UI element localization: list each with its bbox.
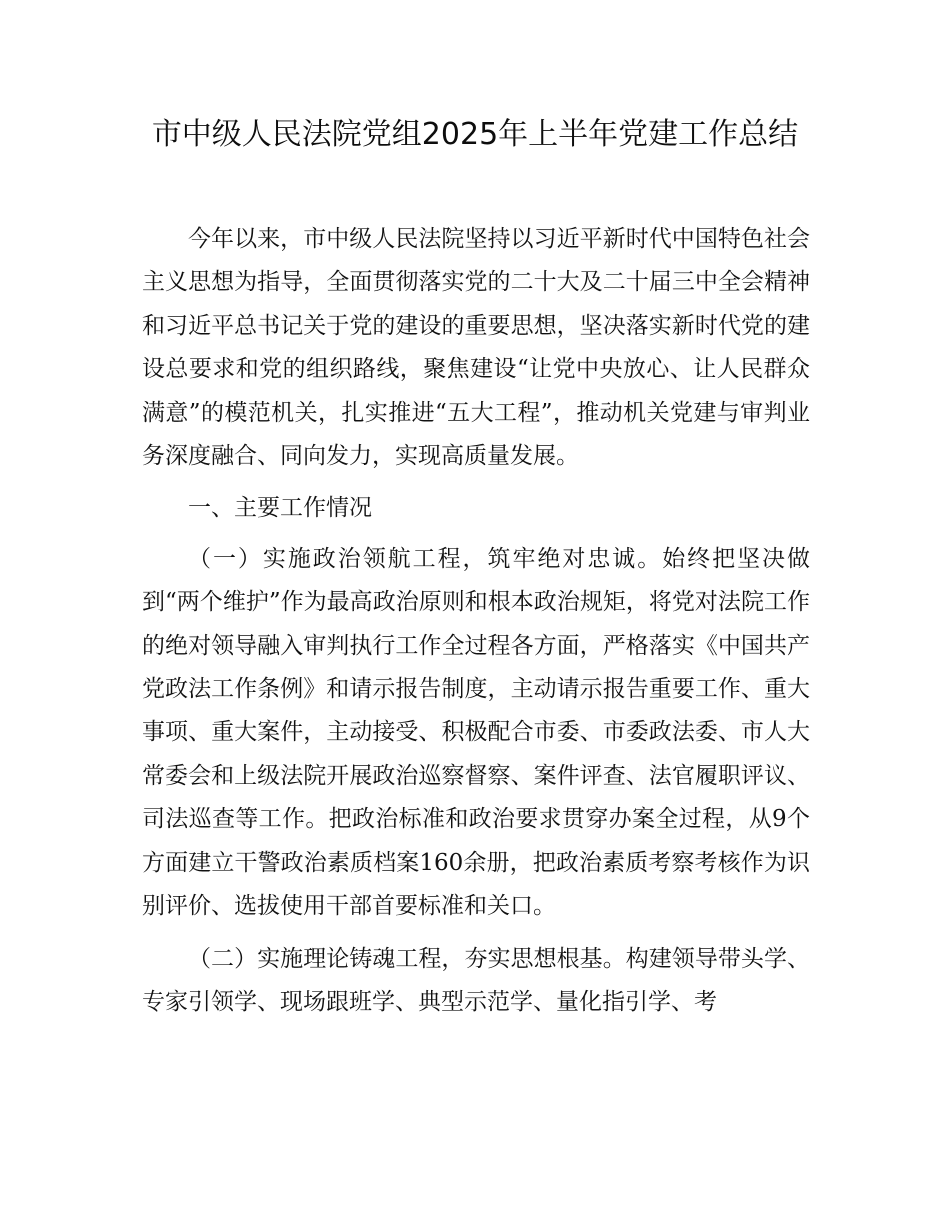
section-heading: 一、主要工作情况 — [188, 495, 372, 522]
document-title: 市中级人民法院党组2025年上半年党建工作总结 — [151, 117, 799, 152]
document-body — [142, 218, 810, 1024]
intro-paragraph: 今年以来，市中级人民法院坚持以习近平新时代中国特色社会主义思想为指导，全面贯彻落实党的二十大及二十届三中全会精神和习近平总书记关于党的建设的重要思想，坚决落实新时代党的建设总要求和党的组织路线，聚焦建设“让党中央放心、让人民群众满意”的模范机关，扎实推进“五大工程”，推动机关党建与审判业务深度融合、同向发力，实现高质量发展。 — [142, 226, 810, 470]
paragraph-political-leadership: （一）实施政治领航工程，筑牢绝对忠诚。始终把坚决做到“两个维护”作为最高政治原则和根本政治规矩，将党对法院工作的绝对领导融入审判执行工作全过程各方面，严格落实《中国共产党政法工作条例》和请示报告制度，主动请示报告重要工作、重大事项、重大案件，主动接受、积极配合市委、市委政法委、市人大常委会和上级法院开展政治巡察督察、案件评查、法官履职评议、司法巡查等工作。把政治标准和政治要求贯穿办案全过程，从9个方面建立干警政治素质档案160余册，把政治素质考察考核作为识别评价、选拔使用干部首要标准和关口。 — [142, 545, 810, 920]
paragraph-theory-building: （二）实施理论铸魂工程，夯实思想根基。构建领导带头学、专家引领学、现场跟班学、典型示范学、量化指引学、考 — [142, 945, 810, 1015]
